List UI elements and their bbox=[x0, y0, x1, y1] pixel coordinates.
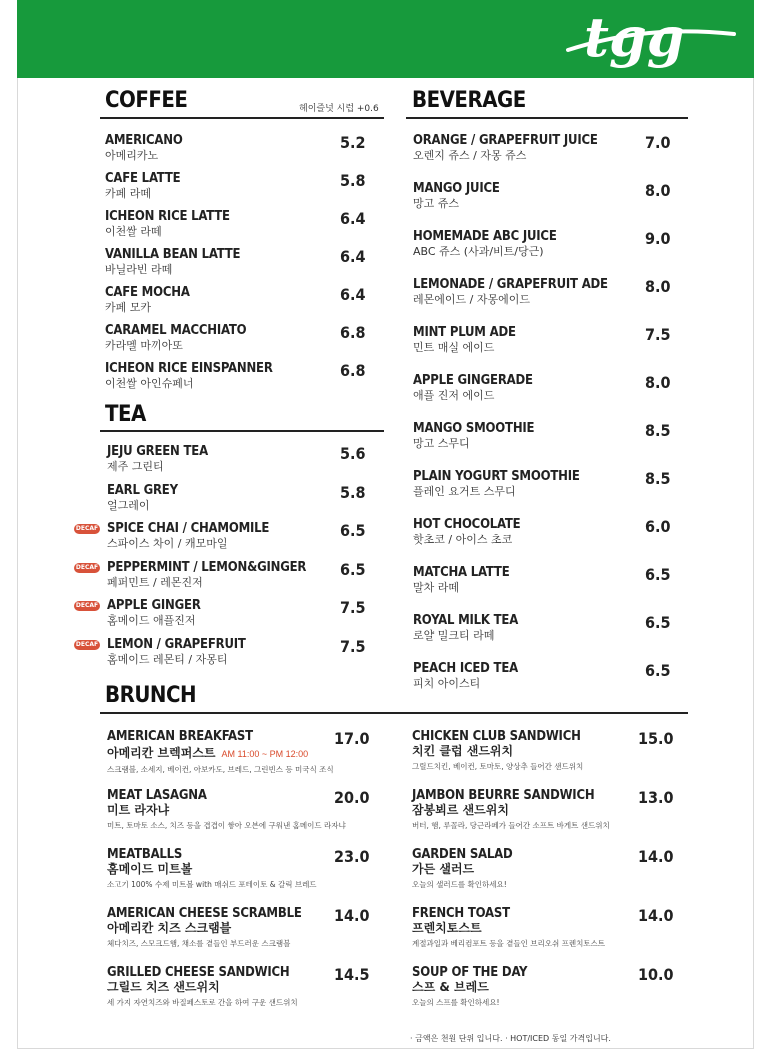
item-name-ko: 미트 라자냐 bbox=[107, 803, 170, 817]
item-name-ko: 제주 그린티 bbox=[107, 460, 164, 473]
svg-text:tgg: tgg bbox=[584, 5, 685, 69]
item-name-ko: 망고 쥬스 bbox=[413, 197, 460, 210]
item-price: 14.0 bbox=[638, 847, 674, 866]
item-price: 8.0 bbox=[645, 181, 671, 200]
tea-item bbox=[107, 521, 269, 551]
item-price: 8.5 bbox=[645, 421, 671, 440]
item-price: 6.5 bbox=[645, 565, 671, 584]
item-name-en: LEMONADE / GRAPEFRUIT ADE bbox=[413, 277, 608, 292]
item-name-ko: 이천쌀 아인슈페너 bbox=[105, 377, 194, 390]
item-name-ko: 얼그레이 bbox=[107, 498, 150, 512]
item-name-ko: 가든 샐러드 bbox=[412, 862, 475, 876]
item-name-ko: 아메리칸 치즈 스크램블 bbox=[107, 921, 232, 935]
item-name-ko: 프렌치토스트 bbox=[412, 921, 482, 935]
item-name-en: MANGO JUICE bbox=[413, 181, 500, 196]
item-description: 오늘의 스프를 확인하세요! bbox=[412, 998, 500, 1007]
price-footnote: · 금액은 천원 단위 입니다. · HOT/ICED 동일 가격입니다. bbox=[410, 1034, 611, 1043]
item-name-en: ICHEON RICE LATTE bbox=[105, 209, 230, 224]
coffee-item bbox=[105, 323, 246, 353]
item-name-ko: 말차 라떼 bbox=[413, 581, 460, 594]
item-price: 14.5 bbox=[334, 965, 370, 984]
item-name-en: APPLE GINGERADE bbox=[413, 373, 533, 388]
item-name-en: CARAMEL MACCHIATO bbox=[105, 323, 247, 338]
tea-item bbox=[107, 483, 178, 513]
item-price: 8.0 bbox=[645, 373, 671, 392]
tea-title: TEA bbox=[105, 402, 146, 427]
brunch-item bbox=[412, 729, 583, 772]
brunch-title: BRUNCH bbox=[105, 683, 197, 708]
item-name-en: LEMON / GRAPEFRUIT bbox=[107, 636, 246, 652]
item-name-ko: 그릴드 치즈 샌드위치 bbox=[107, 980, 220, 994]
item-price: 23.0 bbox=[334, 847, 370, 866]
beverage-item bbox=[413, 373, 533, 403]
tea-divider bbox=[100, 430, 384, 432]
beverage-item bbox=[413, 325, 516, 355]
coffee-item bbox=[105, 285, 190, 315]
item-name-en: AMERICANO bbox=[105, 133, 183, 148]
item-name-ko: 치킨 클럽 샌드위치 bbox=[412, 744, 514, 758]
item-name-ko: 잠봉뵈르 샌드위치 bbox=[412, 803, 509, 817]
item-price: 7.5 bbox=[340, 598, 366, 617]
item-name-en: JAMBON BEURRE SANDWICH bbox=[412, 788, 595, 803]
item-price: 15.0 bbox=[638, 729, 674, 748]
item-name-ko: 스프 & 브레드 bbox=[412, 980, 489, 994]
brunch-item bbox=[107, 788, 346, 831]
item-name-en: JEJU GREEN TEA bbox=[107, 444, 208, 459]
brunch-divider bbox=[100, 712, 688, 714]
item-description: 그릴드치킨, 베이컨, 토마토, 양상추 들어간 샌드위치 bbox=[412, 762, 584, 771]
coffee-item bbox=[105, 133, 183, 163]
item-name-en: ORANGE / GRAPEFRUIT JUICE bbox=[413, 133, 598, 148]
item-name-en: GARDEN SALAD bbox=[412, 847, 513, 862]
item-name-ko: 홈메이드 애플진저 bbox=[107, 614, 196, 627]
item-name-ko: 카페 라떼 bbox=[105, 187, 152, 200]
item-name-en: PLAIN YOGURT SMOOTHIE bbox=[413, 469, 580, 484]
item-name-ko: 민트 매실 에이드 bbox=[413, 341, 495, 354]
item-name-ko: 아메리카노 bbox=[105, 149, 159, 162]
item-name-en: HOMEMADE ABC JUICE bbox=[413, 229, 557, 244]
beverage-item bbox=[413, 661, 518, 691]
item-name-en: CAFE LATTE bbox=[105, 171, 181, 186]
decaf-badge: DECAF bbox=[75, 525, 99, 532]
item-name-ko: 핫초코 / 아이스 초코 bbox=[413, 533, 513, 546]
item-price: 9.0 bbox=[645, 229, 671, 248]
beverage-item bbox=[413, 469, 580, 499]
item-price: 8.5 bbox=[645, 469, 671, 488]
item-name-en: FRENCH TOAST bbox=[412, 906, 510, 921]
item-description: 버터, 햄, 루꼴라, 당근라페가 들어간 소프트 바게트 샌드위치 bbox=[412, 821, 610, 830]
beverage-item bbox=[413, 229, 557, 259]
beverage-item bbox=[413, 277, 608, 307]
beverage-item bbox=[413, 565, 510, 595]
beverage-divider bbox=[406, 117, 688, 119]
item-price: 6.5 bbox=[340, 559, 366, 579]
item-description: 세 가지 자연치즈와 바질페스토로 간을 하여 구운 샌드위치 bbox=[107, 998, 298, 1007]
item-price: 6.4 bbox=[340, 285, 366, 304]
brunch-item bbox=[412, 965, 527, 1008]
tea-item bbox=[107, 637, 246, 667]
item-price: 10.0 bbox=[638, 965, 674, 984]
item-price: 6.8 bbox=[340, 323, 366, 342]
item-name-ko: 카라멜 마끼아또 bbox=[105, 339, 183, 352]
item-name-ko: 카페 모카 bbox=[105, 301, 152, 314]
brunch-item bbox=[412, 788, 610, 831]
beverage-item bbox=[413, 517, 520, 547]
item-name-ko: 페퍼민트 / 레몬진저 bbox=[107, 575, 203, 589]
item-name-en: VANILLA BEAN LATTE bbox=[105, 247, 241, 262]
item-price: 6.0 bbox=[645, 517, 671, 536]
item-name-ko: 애플 진저 에이드 bbox=[413, 389, 495, 402]
item-description: 오늘의 샐러드를 확인하세요! bbox=[412, 880, 507, 889]
beverage-item bbox=[413, 421, 534, 451]
item-name-ko: 바닐라빈 라떼 bbox=[105, 263, 173, 276]
item-price: 17.0 bbox=[334, 729, 370, 748]
item-price: 6.4 bbox=[340, 209, 366, 228]
item-price: 8.0 bbox=[645, 277, 671, 296]
beverage-item bbox=[413, 613, 518, 643]
item-price: 7.5 bbox=[340, 636, 366, 656]
item-description: 체다치즈, 스모크드햄, 채소를 곁들인 부드러운 스크램블 bbox=[107, 939, 291, 948]
item-name-en: APPLE GINGER bbox=[107, 598, 201, 613]
item-price: 13.0 bbox=[638, 788, 674, 807]
decaf-badge: DECAF bbox=[75, 602, 99, 609]
item-name-ko: 홈메이드 미트볼 bbox=[107, 862, 193, 876]
item-name-en: SPICE CHAI / CHAMOMILE bbox=[107, 521, 270, 536]
item-name-ko: 이천쌀 라떼 bbox=[105, 225, 162, 238]
brunch-item bbox=[412, 847, 513, 890]
item-name-en: MINT PLUM ADE bbox=[413, 325, 516, 340]
item-price: 5.2 bbox=[340, 133, 366, 152]
item-name-ko: 홈메이드 레몬티 / 자몽티 bbox=[107, 652, 228, 666]
item-name-en: CHICKEN CLUB SANDWICH bbox=[412, 729, 581, 744]
item-price: 7.0 bbox=[645, 133, 671, 152]
item-name-en: MEAT LASAGNA bbox=[107, 788, 207, 803]
item-name-en: MATCHA LATTE bbox=[413, 565, 510, 580]
item-name-en: AMERICAN CHEESE SCRAMBLE bbox=[107, 906, 302, 921]
item-description: 스크램블, 소세지, 베이컨, 아보카도, 브레드, 그린빈스 등 미국식 조식 bbox=[107, 765, 334, 774]
item-price: 14.0 bbox=[638, 906, 674, 925]
item-price: 6.8 bbox=[340, 361, 366, 380]
item-price: 5.8 bbox=[340, 482, 366, 502]
item-name-en: AMERICAN BREAKFAST bbox=[107, 729, 253, 744]
tea-item bbox=[107, 560, 306, 590]
coffee-item bbox=[105, 171, 180, 201]
item-name-ko: ABC 쥬스 (사과/비트/당근) bbox=[413, 245, 544, 258]
serving-time: AM 11:00 ~ PM 12:00 bbox=[221, 749, 309, 759]
item-description: 미트, 토마토 소스, 치즈 등을 겹겹이 쌓아 오븐에 구워낸 홈메이드 라자냐 bbox=[107, 821, 346, 830]
item-name-en: GRILLED CHEESE SANDWICH bbox=[107, 965, 290, 980]
brunch-item bbox=[107, 729, 334, 775]
coffee-item bbox=[105, 247, 240, 277]
item-name-en: MANGO SMOOTHIE bbox=[413, 421, 535, 436]
item-name-en: SOUP OF THE DAY bbox=[412, 965, 528, 980]
item-name-en: PEPPERMINT / LEMON&GINGER bbox=[107, 559, 307, 575]
decaf-badge: DECAF bbox=[75, 563, 99, 571]
coffee-divider bbox=[100, 117, 384, 119]
item-name-en: MEATBALLS bbox=[107, 847, 183, 862]
item-name-ko: 망고 스무디 bbox=[413, 437, 470, 450]
tea-item bbox=[107, 598, 201, 628]
item-name-ko: 로얄 밀크티 라떼 bbox=[413, 629, 495, 642]
item-price: 5.6 bbox=[340, 444, 366, 463]
coffee-item bbox=[105, 361, 273, 391]
item-price: 6.5 bbox=[340, 521, 366, 540]
tea-item bbox=[107, 444, 208, 474]
item-price: 14.0 bbox=[334, 906, 370, 925]
item-description: 소고기 100% 수제 미트볼 with 매쉬드 포테이토 & 갈릭 브레드 bbox=[107, 880, 317, 889]
beverage-title: BEVERAGE bbox=[412, 88, 526, 113]
item-name-en: ROYAL MILK TEA bbox=[413, 613, 519, 628]
item-name-en: HOT CHOCOLATE bbox=[413, 517, 521, 532]
item-name-en: ICHEON RICE EINSPANNER bbox=[105, 361, 273, 376]
coffee-title: COFFEE bbox=[105, 88, 188, 113]
item-name-ko: 피치 아이스티 bbox=[413, 677, 481, 690]
item-name-en: EARL GREY bbox=[107, 482, 178, 498]
item-name-ko: 아메리칸 브렉퍼스트 bbox=[107, 746, 216, 760]
item-price: 5.8 bbox=[340, 171, 366, 190]
beverage-item bbox=[413, 181, 500, 211]
item-price: 6.5 bbox=[645, 613, 671, 632]
item-price: 7.5 bbox=[645, 325, 671, 344]
item-name-ko: 스파이스 차이 / 캐모마일 bbox=[107, 537, 228, 550]
tgg-logo bbox=[566, 4, 736, 74]
coffee-item bbox=[105, 209, 230, 239]
brunch-item bbox=[412, 906, 605, 949]
item-price: 6.4 bbox=[340, 247, 366, 266]
item-price: 20.0 bbox=[334, 788, 370, 807]
coffee-syrup-note: 헤이즐넛 시럽 +0.6 bbox=[299, 104, 379, 114]
item-name-ko: 플레인 요거트 스무디 bbox=[413, 485, 516, 498]
item-name-en: PEACH ICED TEA bbox=[413, 661, 518, 676]
brunch-item bbox=[107, 906, 302, 949]
decaf-badge: DECAF bbox=[75, 640, 99, 648]
item-price: 6.5 bbox=[645, 661, 671, 680]
item-name-en: CAFE MOCHA bbox=[105, 285, 190, 300]
item-name-ko: 오렌지 쥬스 / 자몽 쥬스 bbox=[413, 149, 527, 162]
brunch-item bbox=[107, 847, 317, 890]
item-description: 계절과일과 베리컴포트 등을 곁들인 브리오쉬 프렌치토스트 bbox=[412, 939, 606, 948]
brunch-item bbox=[107, 965, 298, 1008]
header-bar bbox=[17, 0, 754, 78]
beverage-item bbox=[413, 133, 598, 163]
item-name-ko: 레몬에이드 / 자몽에이드 bbox=[413, 293, 530, 306]
